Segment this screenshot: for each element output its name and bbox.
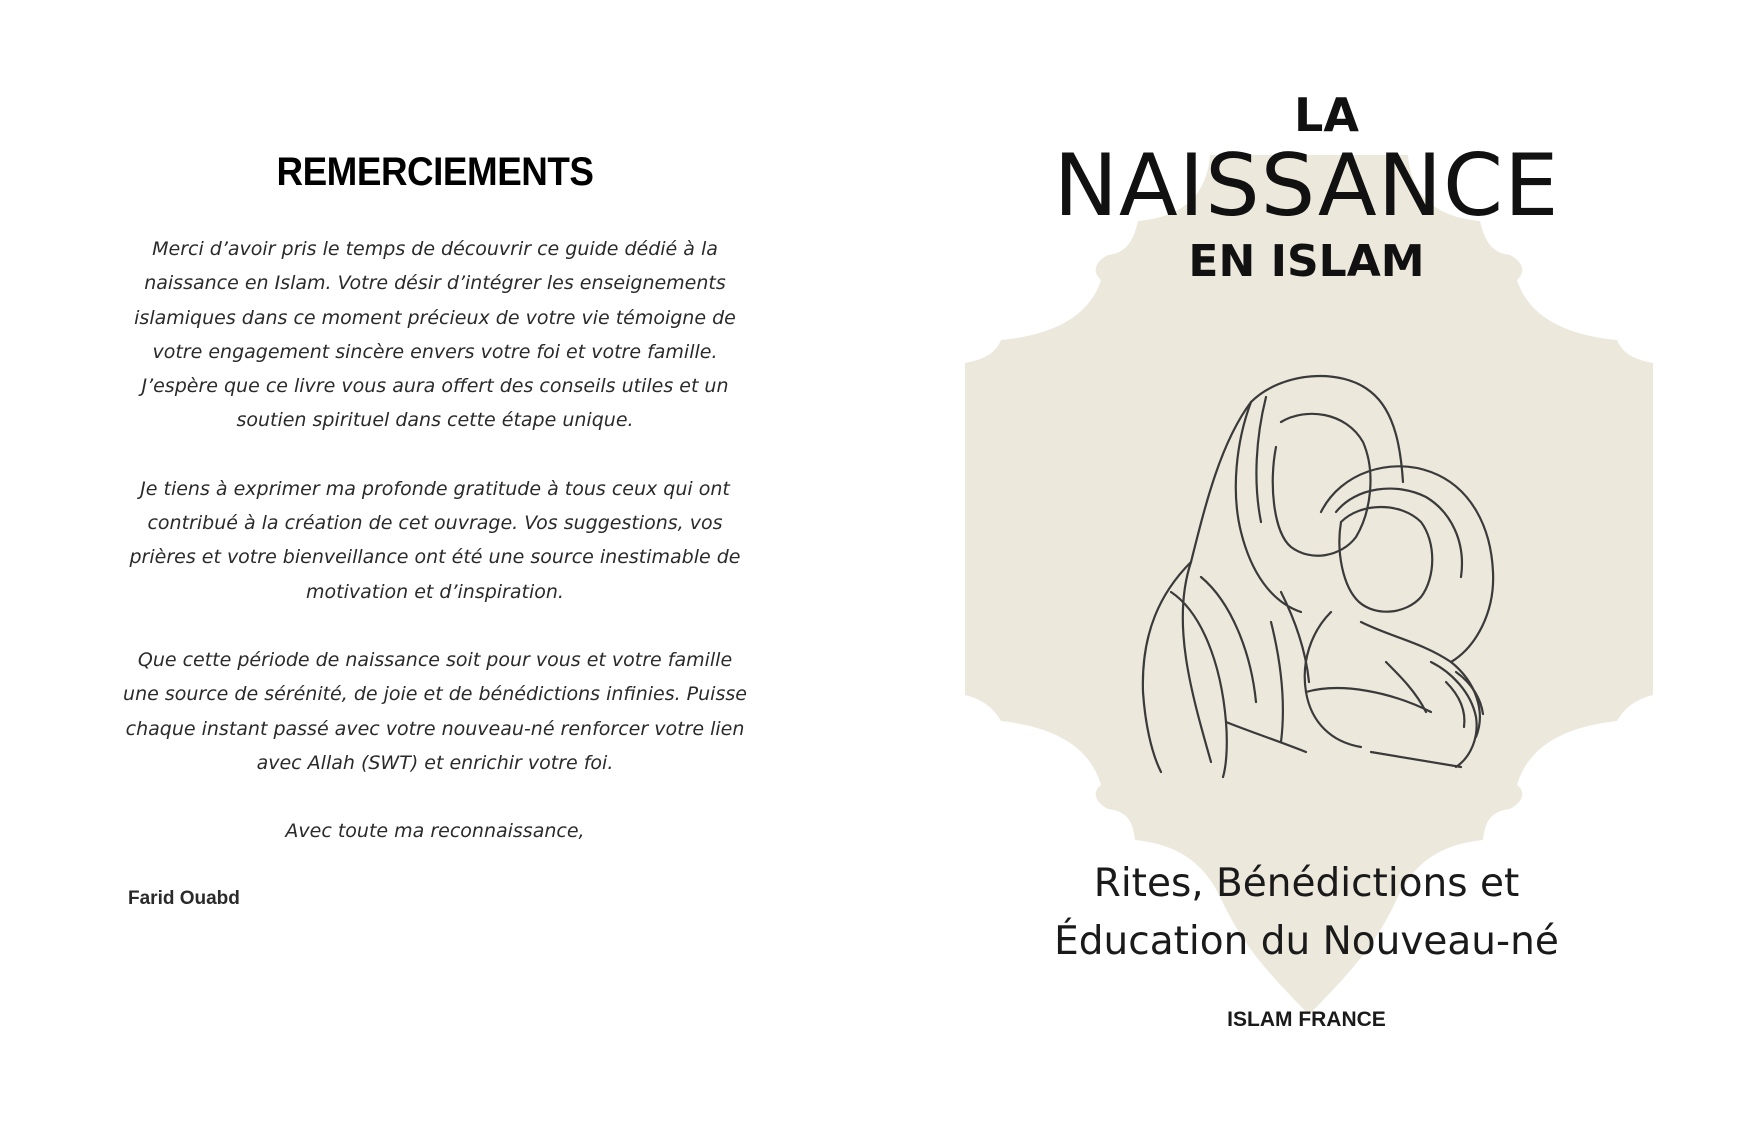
book-cover bbox=[871, 0, 1742, 1125]
acknowledgements-paragraph-1: Merci d’avoir pris le temps de découvrir ce guide dédié à la naissance en Islam. Votre désir d’intégrer les enseignements islamiques dans ce moment précieux de votre vie témoigne de votre engagement sincère envers votre foi et votre famille. J’espère que ce livre vous aura offert des conseils utiles et un soutien spirituel dans cette étape unique. bbox=[134, 238, 736, 432]
cover-title-naissance: NAISSANCE bbox=[1053, 136, 1560, 236]
cover-title-la: LA bbox=[1294, 88, 1359, 142]
acknowledgements-body bbox=[120, 232, 750, 882]
acknowledgements-closing: Avec toute ma reconnaissance, bbox=[285, 820, 585, 843]
cover-subtitle-line-2: Éducation du Nouveau-né bbox=[1054, 919, 1559, 964]
cover-subtitle bbox=[871, 855, 1742, 971]
acknowledgements-title: REMERCIEMENTS bbox=[276, 150, 594, 194]
author-signature: Farid Ouabd bbox=[128, 888, 240, 909]
mother-and-child-illustration bbox=[1131, 362, 1531, 782]
acknowledgements-paragraph-2: Je tiens à exprimer ma profonde gratitude à tous ceux qui ont contribué à la création de cet ouvrage. Vos suggestions, vos prières et votre bienveillance ont été une source inestimable de motivation et d’inspiration. bbox=[129, 477, 741, 603]
acknowledgements-paragraph-3: Que cette période de naissance soit pour vous et votre famille une source de sérénité, de joie et de bénédictions infinies. Puisse chaque instant passé avec votre nouveau-né renforcer votre lien avec Allah (SWT) et enrichir votre foi. bbox=[123, 648, 747, 774]
cover-subtitle-line-1: Rites, Bénédictions et bbox=[1093, 861, 1520, 906]
cover-title-en-islam: EN ISLAM bbox=[1188, 236, 1425, 287]
cover-publisher: ISLAM FRANCE bbox=[1227, 1008, 1386, 1031]
